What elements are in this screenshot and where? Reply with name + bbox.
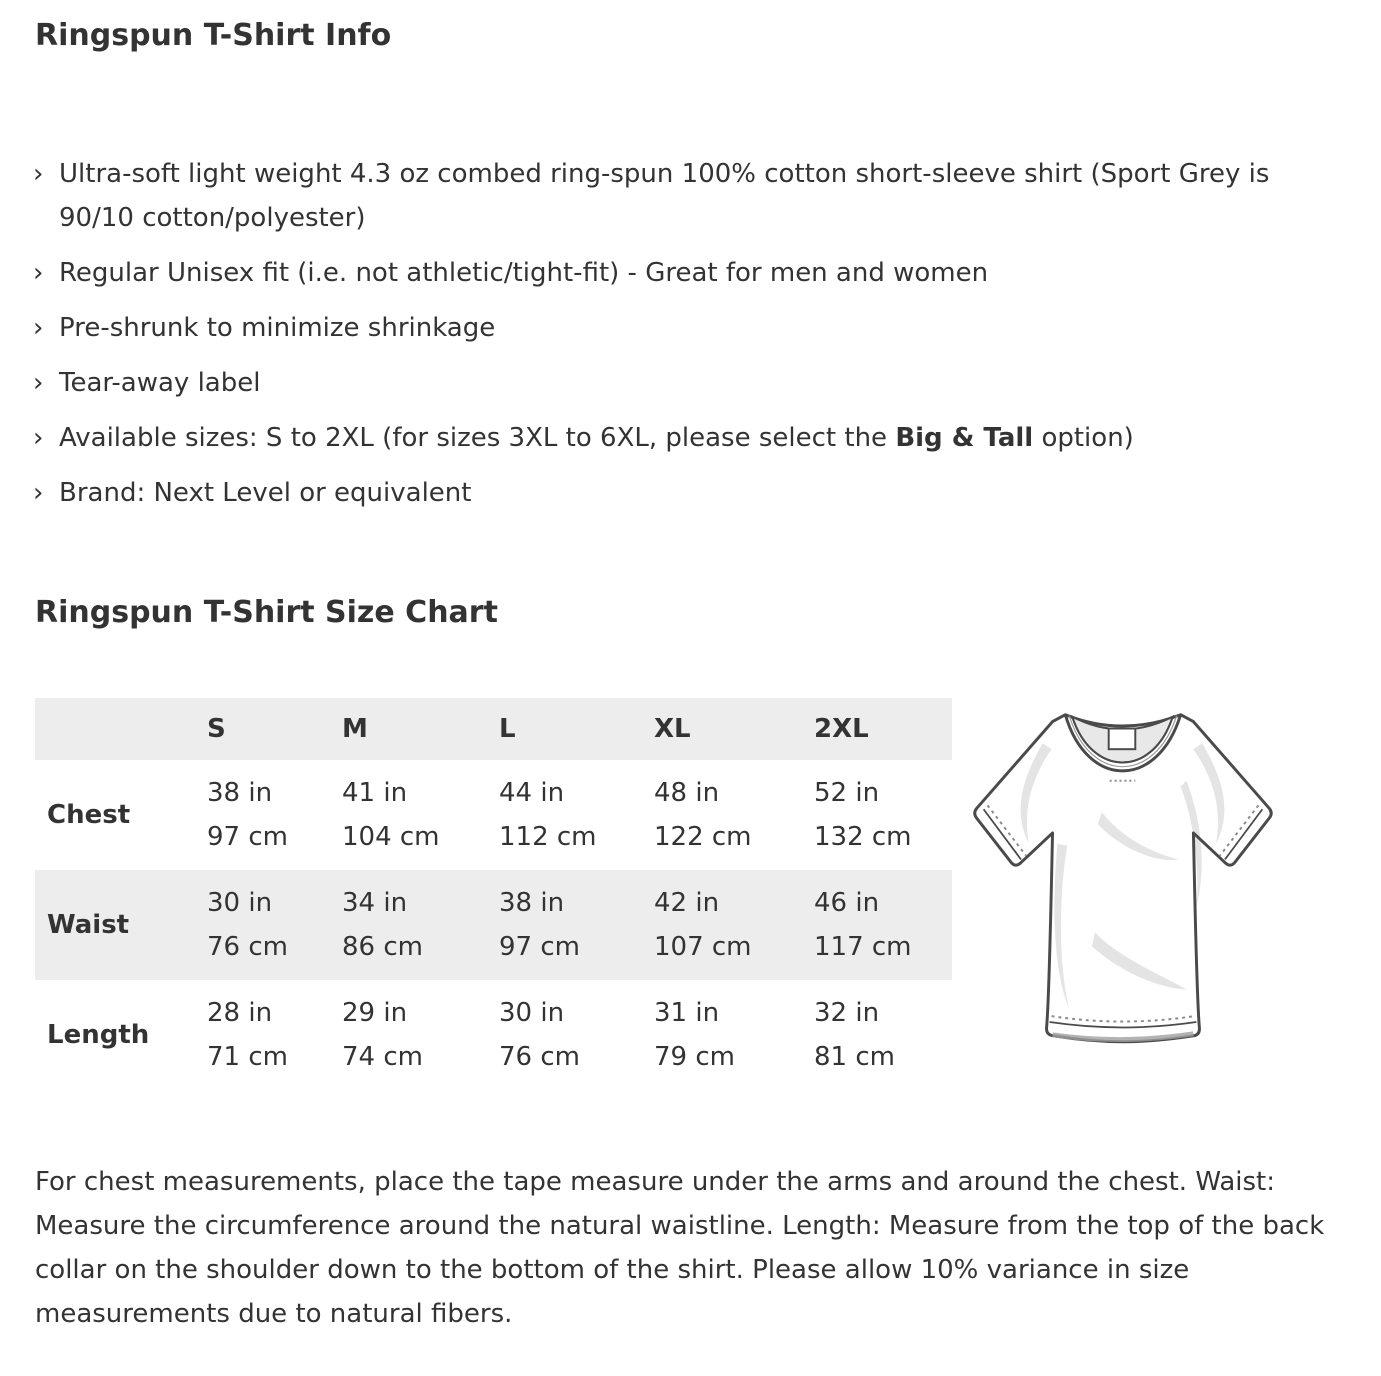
size-cell [802, 870, 952, 980]
value-in: 34 in [342, 888, 408, 918]
size-cell [802, 760, 952, 870]
info-heading: Ringspun T-Shirt Info [35, 18, 392, 53]
value-cm: 97 cm [207, 822, 288, 852]
value-cm: 71 cm [207, 1042, 288, 1072]
row-label: Chest [47, 800, 131, 830]
corner-cell [35, 698, 195, 760]
size-cell [487, 980, 642, 1090]
col-header-s: S [207, 714, 226, 744]
value-in: 46 in [814, 888, 880, 918]
size-chart-heading: Ringspun T-Shirt Size Chart [35, 595, 498, 630]
value-cm: 86 cm [342, 932, 423, 962]
col-header-l: L [499, 714, 516, 744]
value-in: 48 in [654, 778, 720, 808]
feature-text-prefix: Available sizes: S to 2XL (for sizes 3XL to 6XL, please select the [59, 423, 896, 453]
value-in: 30 in [207, 888, 273, 918]
table-row-chest [35, 760, 952, 870]
feature-item [35, 251, 1346, 295]
feature-text-suffix: option) [1033, 423, 1134, 453]
col-header-2xl: 2XL [814, 714, 869, 744]
size-cell [487, 760, 642, 870]
size-cell [642, 980, 802, 1090]
col-header-xl: XL [654, 714, 691, 744]
table-row-length [35, 980, 952, 1090]
feature-text: Pre-shrunk to minimize shrinkage [59, 313, 496, 343]
feature-item [35, 471, 1346, 515]
value-cm: 79 cm [654, 1042, 735, 1072]
bullet-chevron-icon: › [33, 313, 44, 343]
feature-item [35, 152, 1346, 240]
size-chart-header-row [35, 698, 952, 760]
bullet-chevron-icon: › [33, 159, 44, 189]
feature-text: Tear-away label [59, 368, 261, 398]
feature-item [35, 416, 1346, 460]
value-in: 52 in [814, 778, 880, 808]
value-in: 32 in [814, 998, 880, 1028]
col-header-m: M [342, 714, 368, 744]
value-cm: 76 cm [499, 1042, 580, 1072]
row-label: Waist [47, 910, 130, 940]
value-in: 42 in [654, 888, 720, 918]
bullet-chevron-icon: › [33, 423, 44, 453]
size-cell [330, 870, 487, 980]
value-cm: 97 cm [499, 932, 580, 962]
value-in: 38 in [499, 888, 565, 918]
size-cell [642, 870, 802, 980]
value-in: 31 in [654, 998, 720, 1028]
bullet-chevron-icon: › [33, 478, 44, 508]
feature-item [35, 306, 1346, 350]
value-cm: 76 cm [207, 932, 288, 962]
value-in: 30 in [499, 998, 565, 1028]
size-cell [195, 870, 330, 980]
tshirt-body-outline [975, 715, 1271, 1042]
table-row-waist [35, 870, 952, 980]
feature-text: Brand: Next Level or equivalent [59, 478, 472, 508]
feature-text: Ultra-soft light weight 4.3 oz combed ring-spun 100% cotton short-sleeve shirt (Sport Grey is 90/10 cotton/polyester) [59, 159, 1270, 233]
value-cm: 122 cm [654, 822, 752, 852]
size-chart-section [35, 698, 1346, 1090]
row-label: Length [47, 1020, 150, 1050]
value-in: 29 in [342, 998, 408, 1028]
value-cm: 74 cm [342, 1042, 423, 1072]
size-cell [642, 760, 802, 870]
value-cm: 112 cm [499, 822, 597, 852]
tshirt-neck-tag [1109, 729, 1136, 750]
value-in: 38 in [207, 778, 273, 808]
feature-text-bold: Big & Tall [895, 423, 1034, 453]
value-in: 41 in [342, 778, 408, 808]
size-cell [330, 760, 487, 870]
value-cm: 107 cm [654, 932, 752, 962]
size-cell [802, 980, 952, 1090]
feature-text [59, 423, 1134, 453]
size-cell [330, 980, 487, 1090]
measurement-note: For chest measurements, place the tape measure under the arms and around the chest. Waist: Measure the circumference around the natural waistline. Length: Measure from the top of the back collar on the shoulder down to the bottom of the shirt. Please allow 10% variance in size measurements due to natural fibers. [35, 1167, 1325, 1329]
value-in: 44 in [499, 778, 565, 808]
bullet-chevron-icon: › [33, 368, 44, 398]
value-cm: 104 cm [342, 822, 440, 852]
size-cell [195, 760, 330, 870]
size-cell [487, 870, 642, 980]
feature-item [35, 361, 1346, 405]
feature-list [35, 152, 1346, 515]
size-cell [195, 980, 330, 1090]
value-cm: 117 cm [814, 932, 912, 962]
bullet-chevron-icon: › [33, 258, 44, 288]
value-cm: 81 cm [814, 1042, 895, 1072]
value-cm: 132 cm [814, 822, 912, 852]
feature-text: Regular Unisex fit (i.e. not athletic/tight-fit) - Great for men and women [59, 258, 989, 288]
value-in: 28 in [207, 998, 273, 1028]
tshirt-illustration [954, 696, 1289, 1090]
size-chart-table [35, 698, 952, 1090]
